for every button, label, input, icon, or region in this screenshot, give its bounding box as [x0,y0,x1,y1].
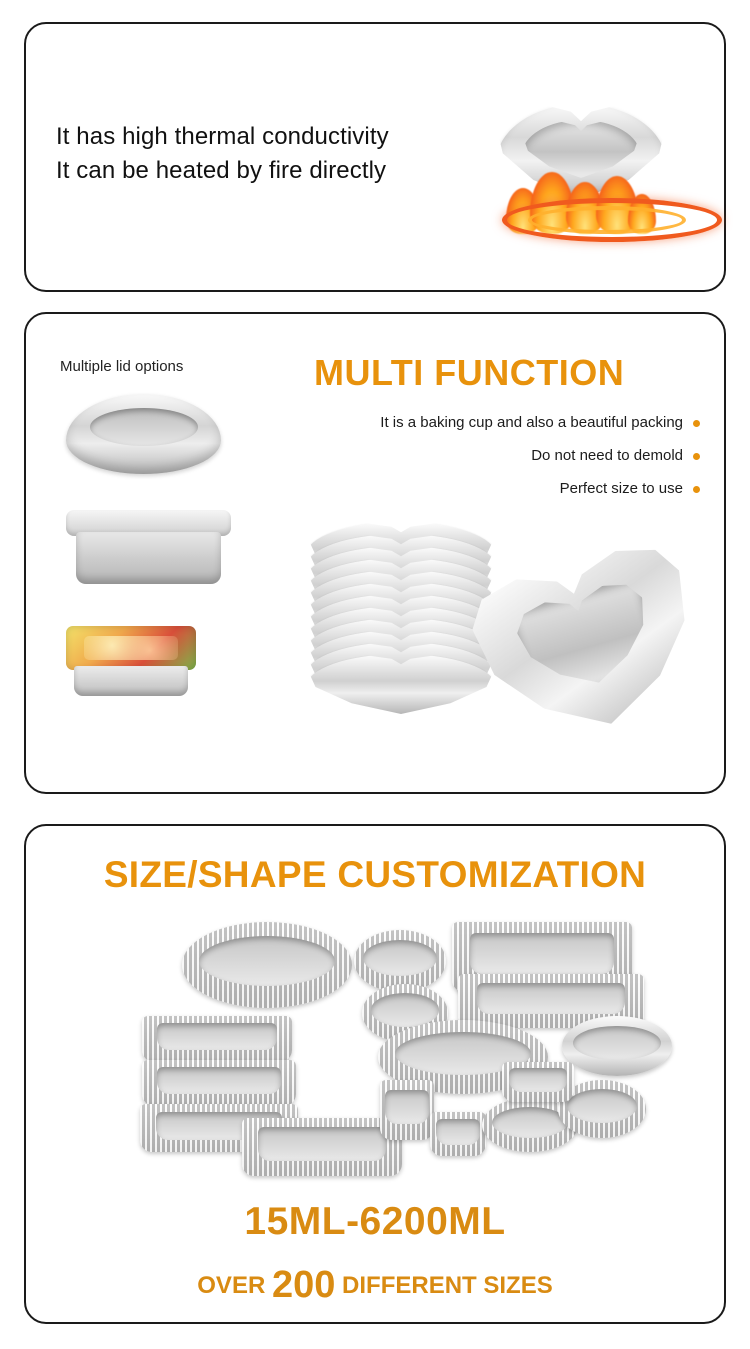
list-item [380,414,700,431]
capacity-range-text: 15ML-6200ML [244,1200,506,1243]
multi-function-panel [24,312,726,794]
sizes-suffix: DIFFERENT SIZES [342,1272,553,1299]
tray-cavity [157,1067,280,1094]
foil-containers-collage [122,912,652,1192]
flame-icon [500,172,662,242]
printed-lid-container-thumb [66,626,196,698]
bullet-text: Perfect size to use [559,480,683,497]
thermal-conductivity-panel [24,22,726,292]
tray-lid [573,1026,661,1061]
small-rectangular-foil-cup [502,1062,574,1102]
bullet-text: Do not need to demold [531,447,683,464]
small-square-foil-cup [430,1112,486,1156]
large-rectangular-foil-pan [242,1118,402,1176]
multi-function-bullet-list [380,414,700,513]
round-container-cavity [90,408,198,446]
multi-function-title: MULTI FUNCTION [314,352,625,393]
sizes-count: 200 [271,1264,336,1306]
thermal-line-2: It can be heated by fire directly [56,157,387,184]
loaf-foil-pan [142,1060,296,1106]
stacked-heart-trays-image [276,504,696,774]
small-square-foil-cup [380,1080,434,1140]
heart-tray-on-fire-illustration [466,94,696,284]
tray-cavity [385,1090,428,1125]
size-shape-customization-panel [24,824,726,1324]
loaf-foil-pan [142,1016,292,1062]
oval-foil-tray [182,922,352,1008]
tray-cavity [567,1089,637,1123]
bullet-dot-icon [693,453,700,460]
tray-cavity [470,933,614,974]
rectangular-container-body [76,532,221,584]
printed-lid-container-body [74,666,188,696]
small-round-foil-tray [354,930,446,992]
lid-options-label: Multiple lid options [60,358,184,375]
printed-paper-lid [66,626,196,670]
round-foil-container-with-lid [562,1016,672,1076]
thermal-line-1: It has high thermal conductivity [56,123,389,150]
tray-cavity [371,993,440,1027]
tray-cavity [492,1107,569,1138]
bullet-dot-icon [693,420,700,427]
size-customization-title: SIZE/SHAPE CUSTOMIZATION [103,854,647,895]
bullet-dot-icon [693,486,700,493]
tray-cavity [509,1068,567,1091]
list-item [380,480,700,497]
tray-cavity [157,1023,277,1050]
fire-ring-inner [528,206,686,234]
rectangular-foil-container-thumb [66,510,231,590]
tray-cavity [436,1119,481,1145]
sizes-prefix: OVER [197,1272,266,1299]
tray-cavity [477,983,626,1014]
tray-cavity [258,1127,386,1161]
thermal-text-block [56,120,389,188]
round-foil-container-thumb [66,394,221,474]
heart-tray-stack [306,522,496,732]
tilted-heart-tray [462,536,714,754]
bullet-text: It is a baking cup and also a beautiful packing [380,414,683,431]
tray-cavity [199,936,335,986]
tray-cavity [363,940,437,976]
sizes-count-line [26,1264,724,1307]
list-item [380,447,700,464]
